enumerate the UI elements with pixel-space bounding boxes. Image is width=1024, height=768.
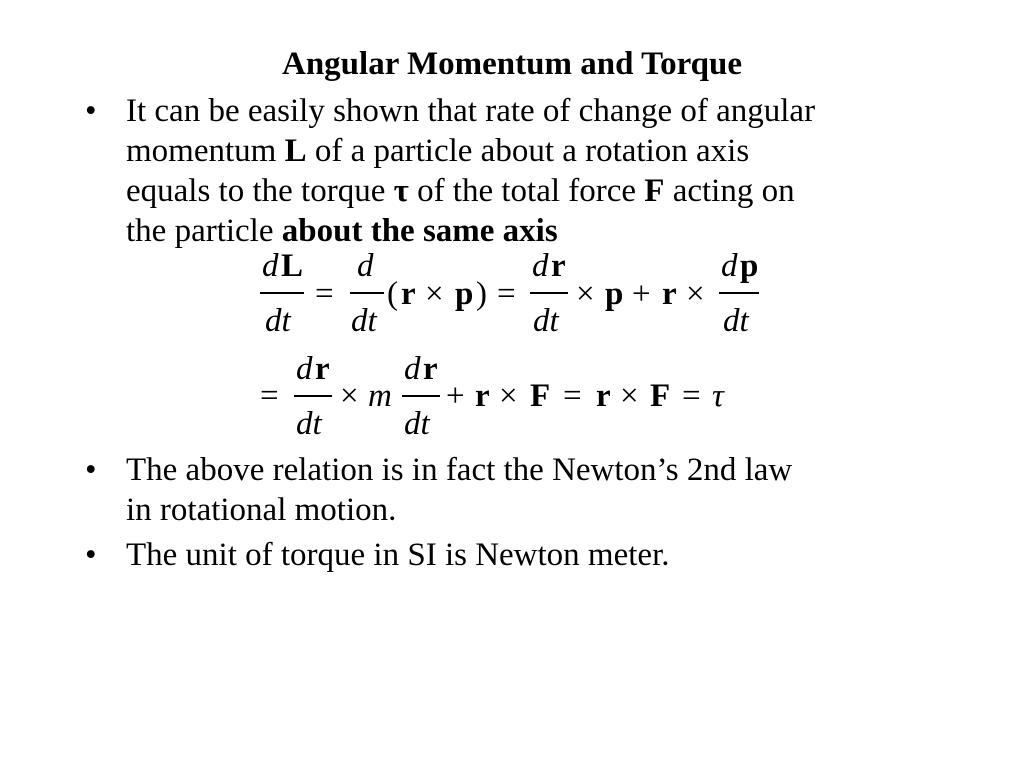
eq-d: d [357, 248, 374, 284]
eq-d: d [296, 351, 313, 387]
text-run: equals to the torque [126, 173, 386, 209]
symbol-tau: τ [393, 173, 409, 209]
bullet-text [126, 450, 945, 530]
eq-equals: = [260, 378, 279, 414]
eq-r: r [423, 351, 438, 387]
eq-dt: dt [533, 303, 559, 339]
fraction-bar [294, 395, 332, 397]
eq-m: m [368, 378, 392, 414]
eq-d: d [262, 248, 279, 284]
eq-dt: dt [351, 303, 377, 339]
eq-p: p [740, 248, 759, 284]
fraction-bar [350, 292, 384, 294]
bullet-item-2 [85, 450, 945, 530]
eq-plus: + [632, 276, 651, 312]
eq-dt: dt [404, 406, 430, 442]
eq-p: p [605, 276, 624, 312]
eq-d: d [721, 248, 738, 284]
eq-r: r [662, 276, 677, 312]
bullet-line: The unit of torque in SI is Newton meter. [126, 537, 670, 573]
fraction-bar [260, 292, 304, 294]
eq-r: r [596, 378, 611, 414]
eq-F: F [530, 378, 551, 414]
eq-equals: = [497, 276, 516, 312]
bullet-line: in rotational motion. [126, 492, 397, 528]
bullet-text [126, 535, 945, 575]
symbol-L: L [284, 133, 307, 169]
eq-times: × [620, 378, 639, 414]
eq-r: r [551, 248, 566, 284]
fraction-bar [719, 292, 759, 294]
bullet-item-3 [85, 535, 945, 575]
eq-dt: dt [723, 303, 749, 339]
eq-p: p [455, 276, 474, 312]
eq-r: r [401, 276, 416, 312]
text-run: of a particle about a rotation axis [314, 133, 750, 169]
fraction-bar [530, 292, 568, 294]
eq-times: × [686, 276, 705, 312]
eq-r: r [475, 378, 490, 414]
eq-equals: = [315, 276, 334, 312]
eq-times: × [576, 276, 595, 312]
fraction-bar [402, 395, 440, 397]
text-run: acting on [672, 173, 795, 209]
eq-d: d [532, 248, 549, 284]
bullet-marker: • [85, 537, 97, 573]
eq-plus: + [446, 378, 465, 414]
eq-paren-open: ( [387, 276, 398, 312]
bullet-line: It can be easily shown that rate of change of angular [126, 93, 816, 129]
bullet-marker: • [85, 93, 97, 129]
text-run: the particle [126, 213, 274, 249]
slide-title: Angular Momentum and Torque [282, 46, 742, 82]
eq-dt: dt [265, 303, 291, 339]
eq-equals: = [563, 378, 582, 414]
text-run-bold: about the same axis [281, 213, 558, 249]
eq-L: L [281, 248, 304, 284]
eq-paren-close: ) [476, 276, 487, 312]
eq-tau: τ [712, 378, 724, 414]
text-run: of the total force [417, 173, 637, 209]
eq-times: × [499, 378, 518, 414]
eq-dt: dt [296, 406, 322, 442]
text-run: momentum [126, 133, 277, 169]
eq-times: × [340, 378, 359, 414]
eq-equals: = [682, 378, 701, 414]
bullet-line: The above relation is in fact the Newton’s 2nd law [126, 452, 793, 488]
eq-r: r [315, 351, 330, 387]
eq-F: F [650, 378, 671, 414]
eq-times: × [425, 276, 444, 312]
symbol-F: F [644, 173, 665, 209]
bullet-marker: • [85, 452, 97, 488]
eq-d: d [404, 351, 421, 387]
